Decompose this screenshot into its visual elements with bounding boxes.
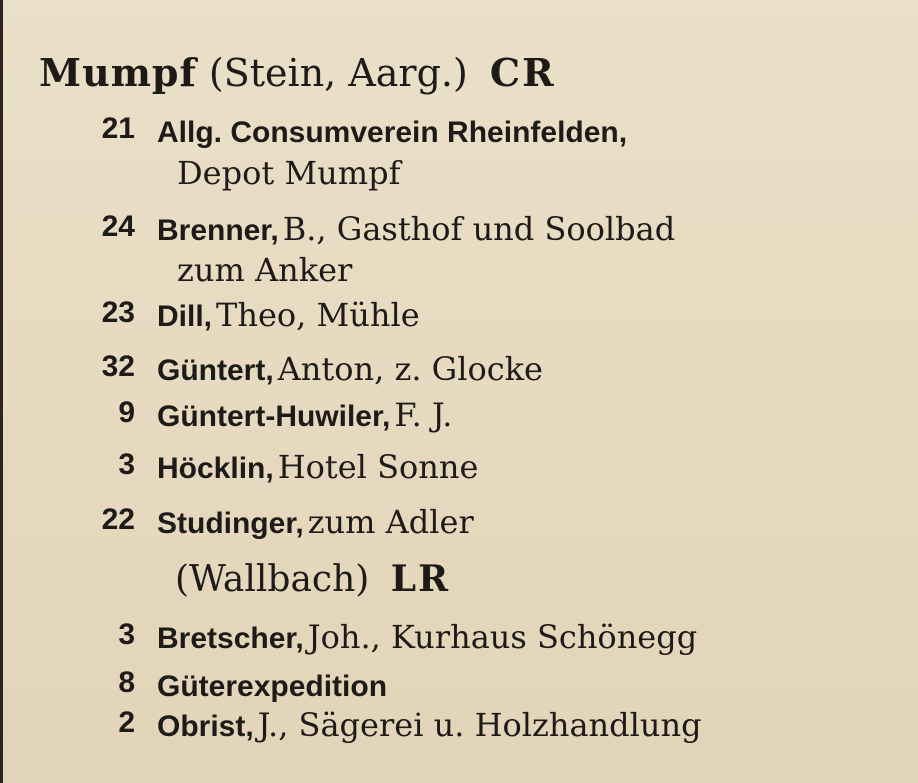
place-name: Mumpf xyxy=(39,50,197,95)
entry-name: Brenner, xyxy=(157,214,279,247)
entry-detail: F. J. xyxy=(394,396,453,434)
entry-detail: zum Adler xyxy=(307,503,474,541)
entry-number: 32 xyxy=(101,350,135,383)
entry-number: 9 xyxy=(118,396,135,429)
sub-place-heading xyxy=(175,558,450,600)
entry-number: 3 xyxy=(118,618,135,651)
entry-name: Güterexpedition xyxy=(157,670,388,703)
place-code: CR xyxy=(489,50,556,95)
entry-detail: B., Gasthof und Soolbad xyxy=(282,210,676,248)
entry-detail: J., Sägerei u. Holzhandlung xyxy=(257,706,702,744)
entry-number: 22 xyxy=(101,503,135,536)
entry-name: Dill, xyxy=(157,300,213,333)
entry-detail: Hotel Sonne xyxy=(277,448,479,486)
sub-place-code: LR xyxy=(390,558,450,600)
sub-place-name: (Wallbach) xyxy=(175,559,370,600)
entry-name: Güntert-Huwiler, xyxy=(157,400,391,433)
entry-detail: Theo, Mühle xyxy=(216,296,420,334)
entry-number: 21 xyxy=(101,112,135,145)
entry-number: 2 xyxy=(118,706,135,739)
entry-name: Bretscher, xyxy=(157,622,304,655)
entry-number: 24 xyxy=(101,210,135,243)
place-heading xyxy=(39,50,556,95)
entry-detail: Anton, z. Glocke xyxy=(277,350,543,388)
entry-continuation: zum Anker xyxy=(177,251,353,289)
entry-name: Güntert, xyxy=(157,354,274,387)
entry-name: Allg. Consumverein Rheinfelden, xyxy=(157,116,628,149)
entry-number: 23 xyxy=(101,296,135,329)
entry-detail: Joh., Kurhaus Schönegg xyxy=(307,618,698,656)
bleed-through-text xyxy=(603,0,616,38)
place-detail: (Stein, Aarg.) xyxy=(208,51,468,95)
entry-name: Obrist, xyxy=(157,710,254,743)
entry-name: Höcklin, xyxy=(157,452,274,485)
entry-continuation: Depot Mumpf xyxy=(177,154,401,192)
entry-number: 8 xyxy=(118,666,135,699)
entry-number: 3 xyxy=(118,448,135,481)
entry-name: Studinger, xyxy=(157,507,304,540)
